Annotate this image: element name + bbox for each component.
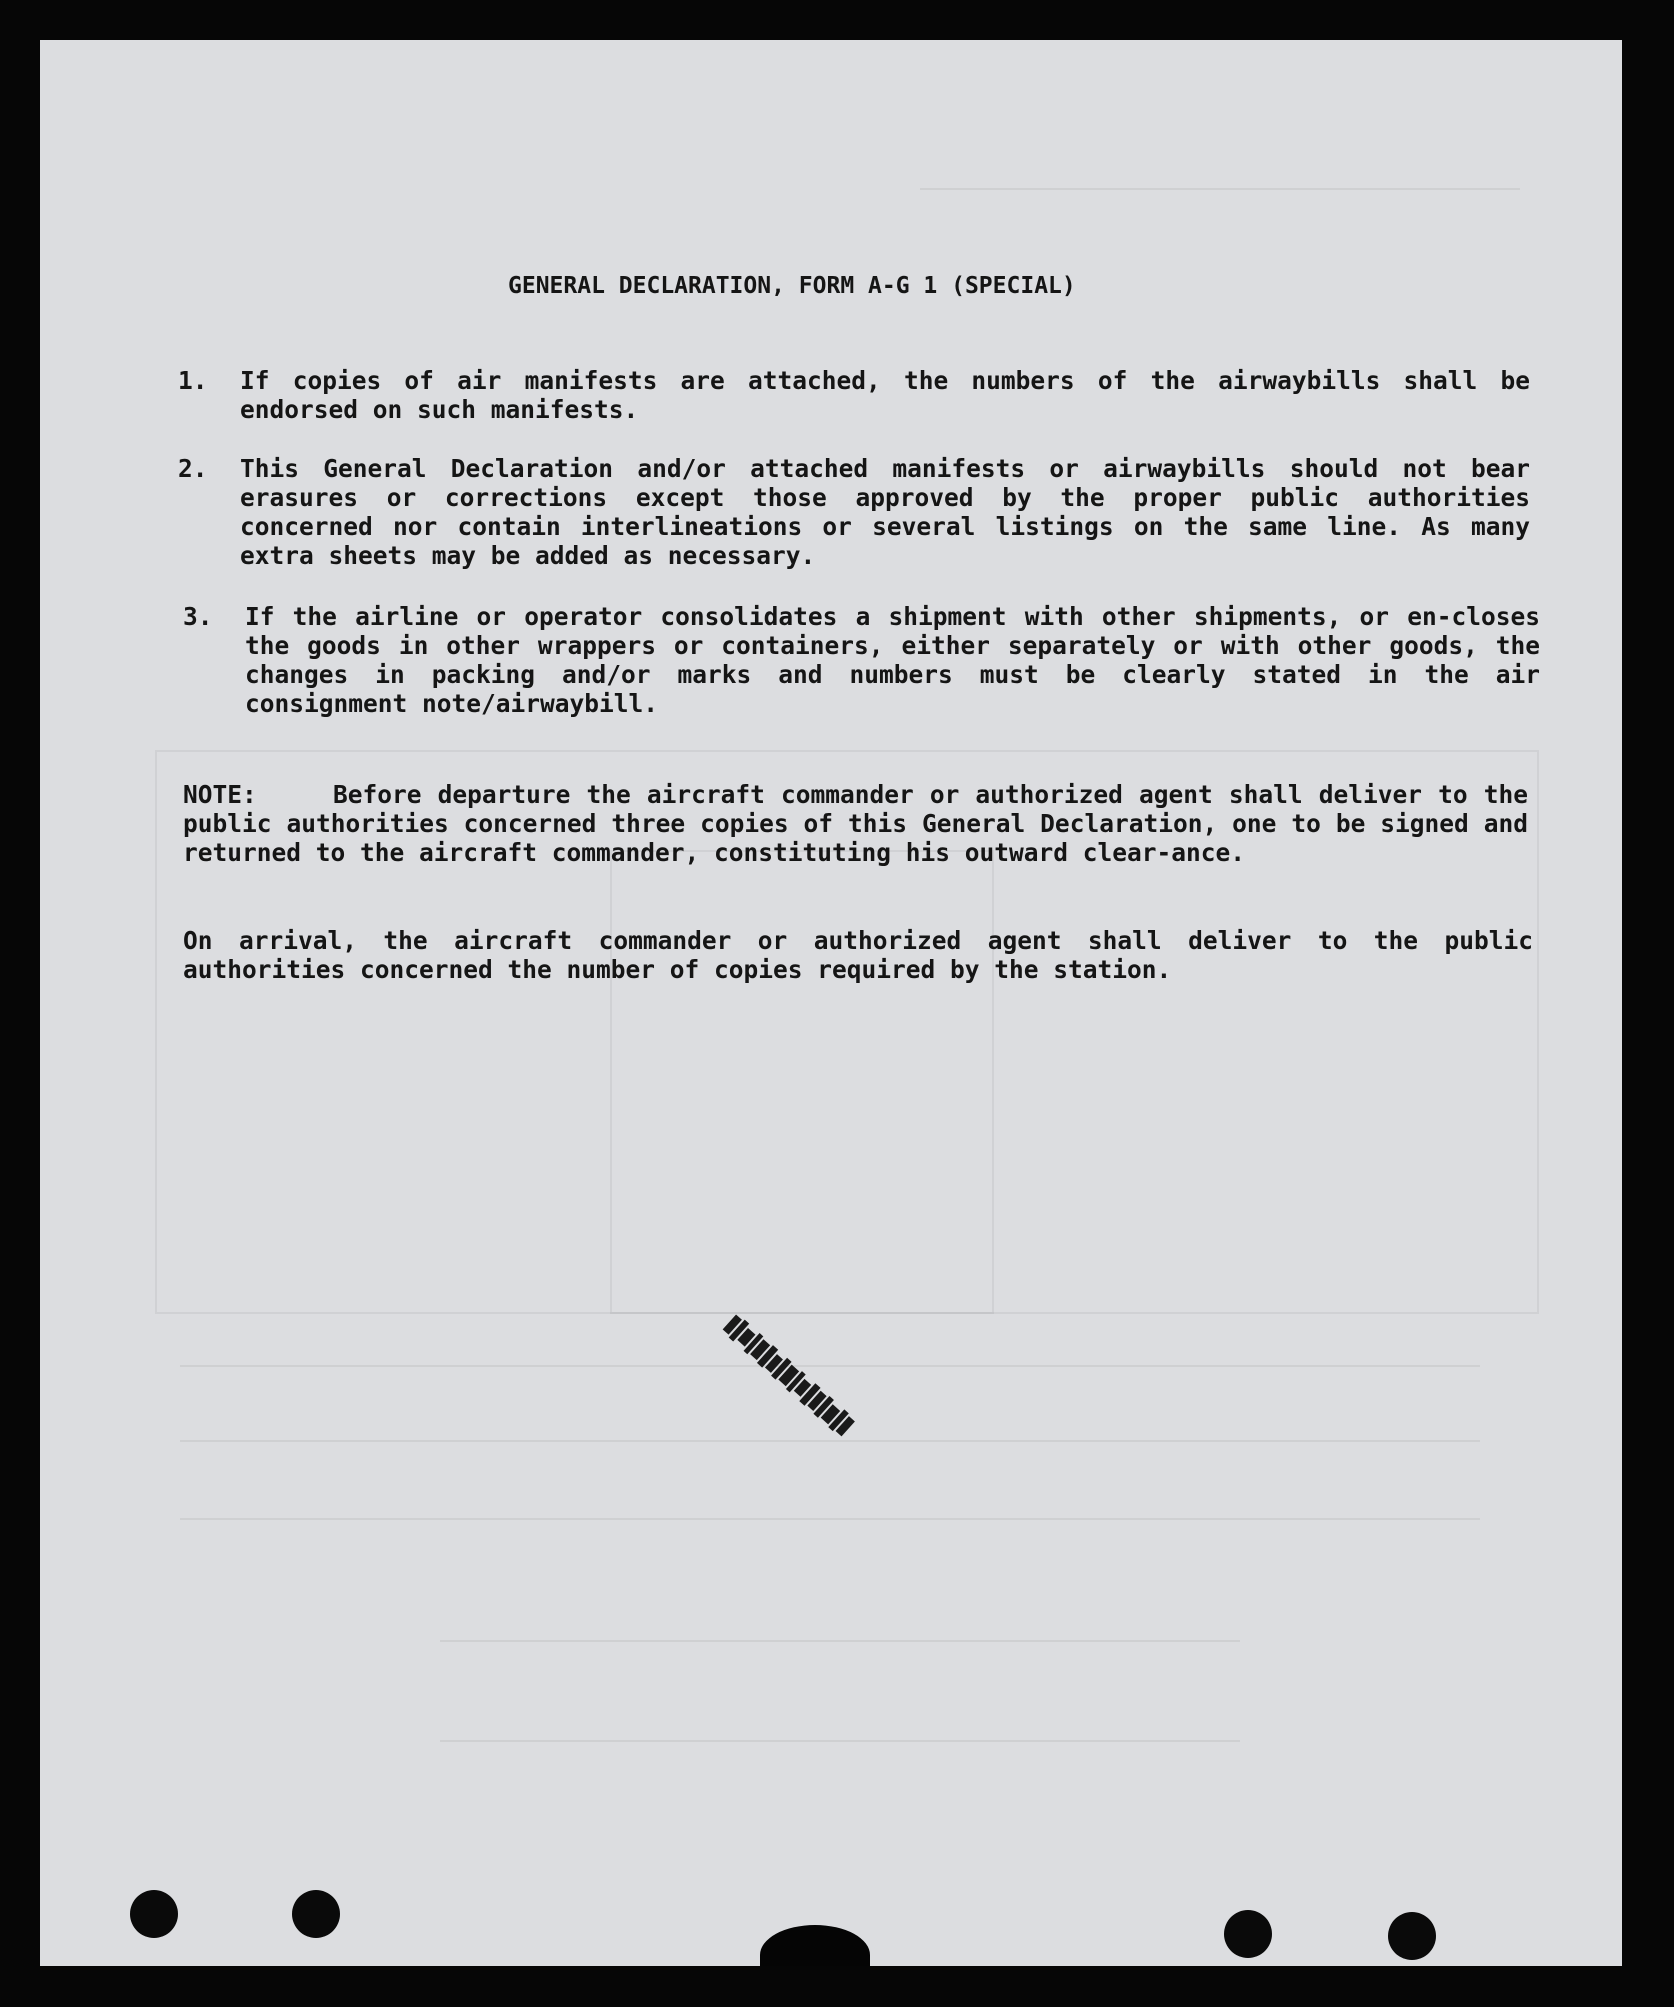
item-text: If copies of air manifests are attached, the numbers of the airwaybills shall be endorsed on such manifests. xyxy=(240,366,1530,424)
stamp-mark xyxy=(719,1310,867,1448)
punch-hole xyxy=(1224,1910,1272,1958)
item-number: 2. xyxy=(178,454,208,483)
item-text: This General Declaration and/or attached manifests or airwaybills should not bear erasures or corrections except those approved by the proper public authorities concerned nor contain interlineations or several listings on the same line. As many extra sheets may be added as necessary. xyxy=(240,454,1530,570)
punch-hole xyxy=(130,1890,178,1938)
item-number: 3. xyxy=(183,602,213,631)
bleed-through-line xyxy=(440,1640,1240,1642)
punch-hole xyxy=(1388,1912,1436,1960)
item-text: If the airline or operator consolidates a shipment with other shipments, or en-closes the goods in other wrappers or containers, either separately or with other goods, the changes in packing and/or marks and numbers must be clearly stated in the air consignment note/airwaybill. xyxy=(245,602,1540,718)
bleed-through-line xyxy=(180,1440,1480,1442)
note-text-content: Before departure the aircraft commander or authorized agent shall deliver to the public authorities concerned three copies of this General Declaration, one to be signed and returned to the aircraft commander, constituting his outward clear-ance. xyxy=(183,780,1528,867)
note-label: NOTE: xyxy=(183,780,257,809)
note-text xyxy=(183,780,1528,867)
punch-hole xyxy=(292,1890,340,1938)
arrival-text: On arrival, the aircraft commander or authorized agent shall deliver to the public authorities concerned the number of copies required by the station. xyxy=(183,926,1533,984)
bleed-through-line xyxy=(440,1740,1240,1742)
binding-notch xyxy=(760,1925,870,1966)
page-title: GENERAL DECLARATION, FORM A-G 1 (SPECIAL) xyxy=(508,273,1076,299)
bleed-through-line xyxy=(920,188,1520,190)
document-page xyxy=(40,40,1622,1966)
bleed-through-box-inner xyxy=(610,850,994,1314)
bleed-through-line xyxy=(180,1365,1480,1367)
item-number: 1. xyxy=(178,366,208,395)
bleed-through-line xyxy=(180,1518,1480,1520)
